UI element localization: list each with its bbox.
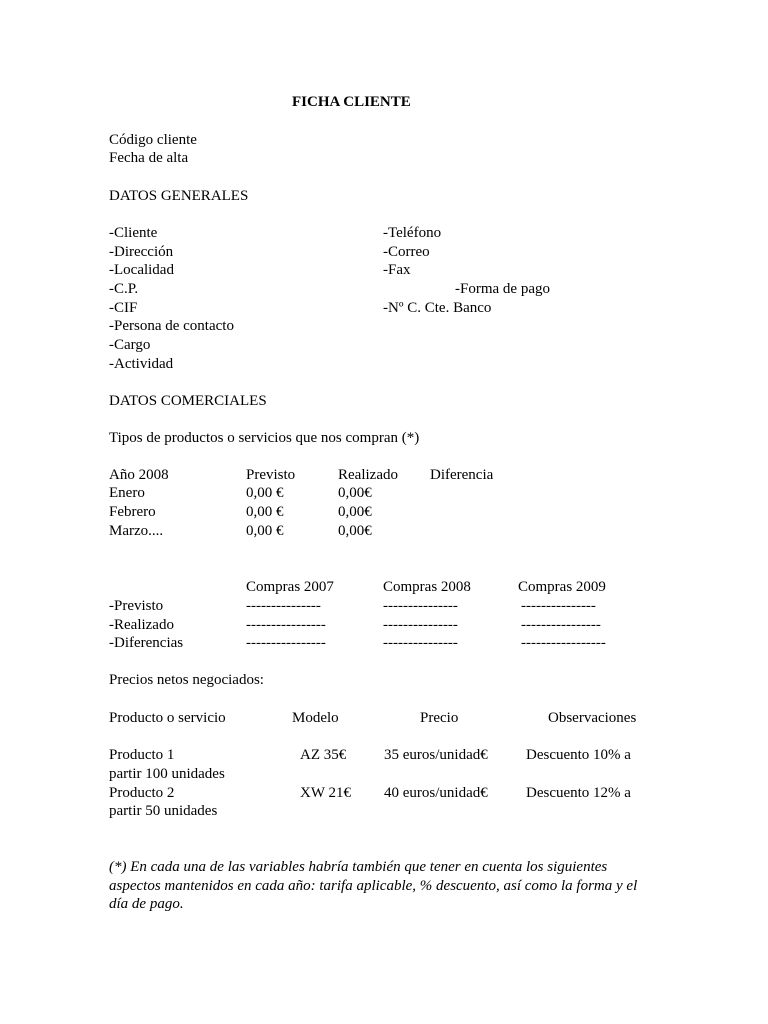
- compras-cell: ---------------: [383, 617, 458, 633]
- page-title: FICHA CLIENTE: [292, 94, 411, 110]
- monthly-header-realizado: Realizado: [338, 467, 398, 483]
- field-correo: -Correo: [383, 244, 430, 260]
- field-direccion: -Dirección: [109, 244, 174, 260]
- datos-comerciales-heading: DATOS COMERCIALES: [109, 393, 267, 409]
- datos-generales-heading: DATOS GENERALES: [109, 188, 249, 204]
- precios-row-modelo: AZ 35€: [300, 747, 347, 763]
- precios-header-observaciones: Observaciones: [548, 710, 637, 726]
- tipos-productos-label: Tipos de productos o servicios que nos compran (*): [109, 430, 420, 446]
- footnote-line: aspectos mantenidos en cada año: tarifa aplicable, % descuento, así como la forma y el: [109, 878, 638, 894]
- compras-cell: ----------------: [246, 635, 326, 651]
- precios-row-observaciones: Descuento 10% a: [526, 747, 631, 763]
- monthly-row-previsto: 0,00 €: [246, 523, 284, 539]
- precios-row-precio: 40 euros/unidad€: [384, 785, 488, 801]
- monthly-row-realizado: 0,00€: [338, 523, 372, 539]
- compras-cell: ----------------: [521, 617, 601, 633]
- field-cif: -CIF: [109, 300, 138, 316]
- precios-heading: Precios netos negociados:: [109, 672, 264, 688]
- monthly-row-realizado: 0,00€: [338, 485, 372, 501]
- precios-row-continuation: partir 50 unidades: [109, 803, 218, 819]
- compras-cell: ----------------: [246, 617, 326, 633]
- field-persona-contacto: -Persona de contacto: [109, 318, 234, 334]
- field-localidad: -Localidad: [109, 262, 174, 278]
- compras-header-2008: Compras 2008: [383, 579, 471, 595]
- field-forma-pago: -Forma de pago: [455, 281, 550, 297]
- compras-cell: ---------------: [383, 635, 458, 651]
- compras-header-2009: Compras 2009: [518, 579, 606, 595]
- field-cliente: -Cliente: [109, 225, 158, 241]
- precios-row-producto: Producto 1: [109, 747, 175, 763]
- compras-row-label: -Diferencias: [109, 635, 184, 651]
- monthly-row-month: Enero: [109, 485, 145, 501]
- compras-cell: ---------------: [246, 598, 321, 614]
- compras-row-label: -Previsto: [109, 598, 164, 614]
- precios-header-precio: Precio: [420, 710, 459, 726]
- monthly-header-previsto: Previsto: [246, 467, 296, 483]
- footnote-line: (*) En cada una de las variables habría también que tener en cuenta los siguientes: [109, 859, 608, 875]
- compras-cell: ---------------: [521, 598, 596, 614]
- footnote-line: día de pago.: [109, 896, 184, 912]
- monthly-row-month: Marzo....: [109, 523, 164, 539]
- fecha-alta-label: Fecha de alta: [109, 150, 189, 166]
- field-cuenta-banco: -Nº C. Cte. Banco: [383, 300, 492, 316]
- monthly-row-previsto: 0,00 €: [246, 504, 284, 520]
- precios-row-observaciones: Descuento 12% a: [526, 785, 631, 801]
- precios-header-producto: Producto o servicio: [109, 710, 226, 726]
- field-cp: -C.P.: [109, 281, 139, 297]
- field-fax: -Fax: [383, 262, 411, 278]
- precios-row-continuation: partir 100 unidades: [109, 766, 225, 782]
- monthly-header-diferencia: Diferencia: [430, 467, 494, 483]
- monthly-header-ano: Año 2008: [109, 467, 169, 483]
- field-actividad: -Actividad: [109, 356, 174, 372]
- precios-header-modelo: Modelo: [292, 710, 339, 726]
- monthly-row-realizado: 0,00€: [338, 504, 372, 520]
- precios-row-modelo: XW 21€: [300, 785, 351, 801]
- field-telefono: -Teléfono: [383, 225, 442, 241]
- precios-row-producto: Producto 2: [109, 785, 175, 801]
- codigo-cliente-label: Código cliente: [109, 132, 197, 148]
- monthly-row-month: Febrero: [109, 504, 156, 520]
- compras-header-2007: Compras 2007: [246, 579, 334, 595]
- monthly-row-previsto: 0,00 €: [246, 485, 284, 501]
- compras-row-label: -Realizado: [109, 617, 174, 633]
- compras-cell: ---------------: [383, 598, 458, 614]
- compras-cell: -----------------: [521, 635, 606, 651]
- precios-row-precio: 35 euros/unidad€: [384, 747, 488, 763]
- field-cargo: -Cargo: [109, 337, 151, 353]
